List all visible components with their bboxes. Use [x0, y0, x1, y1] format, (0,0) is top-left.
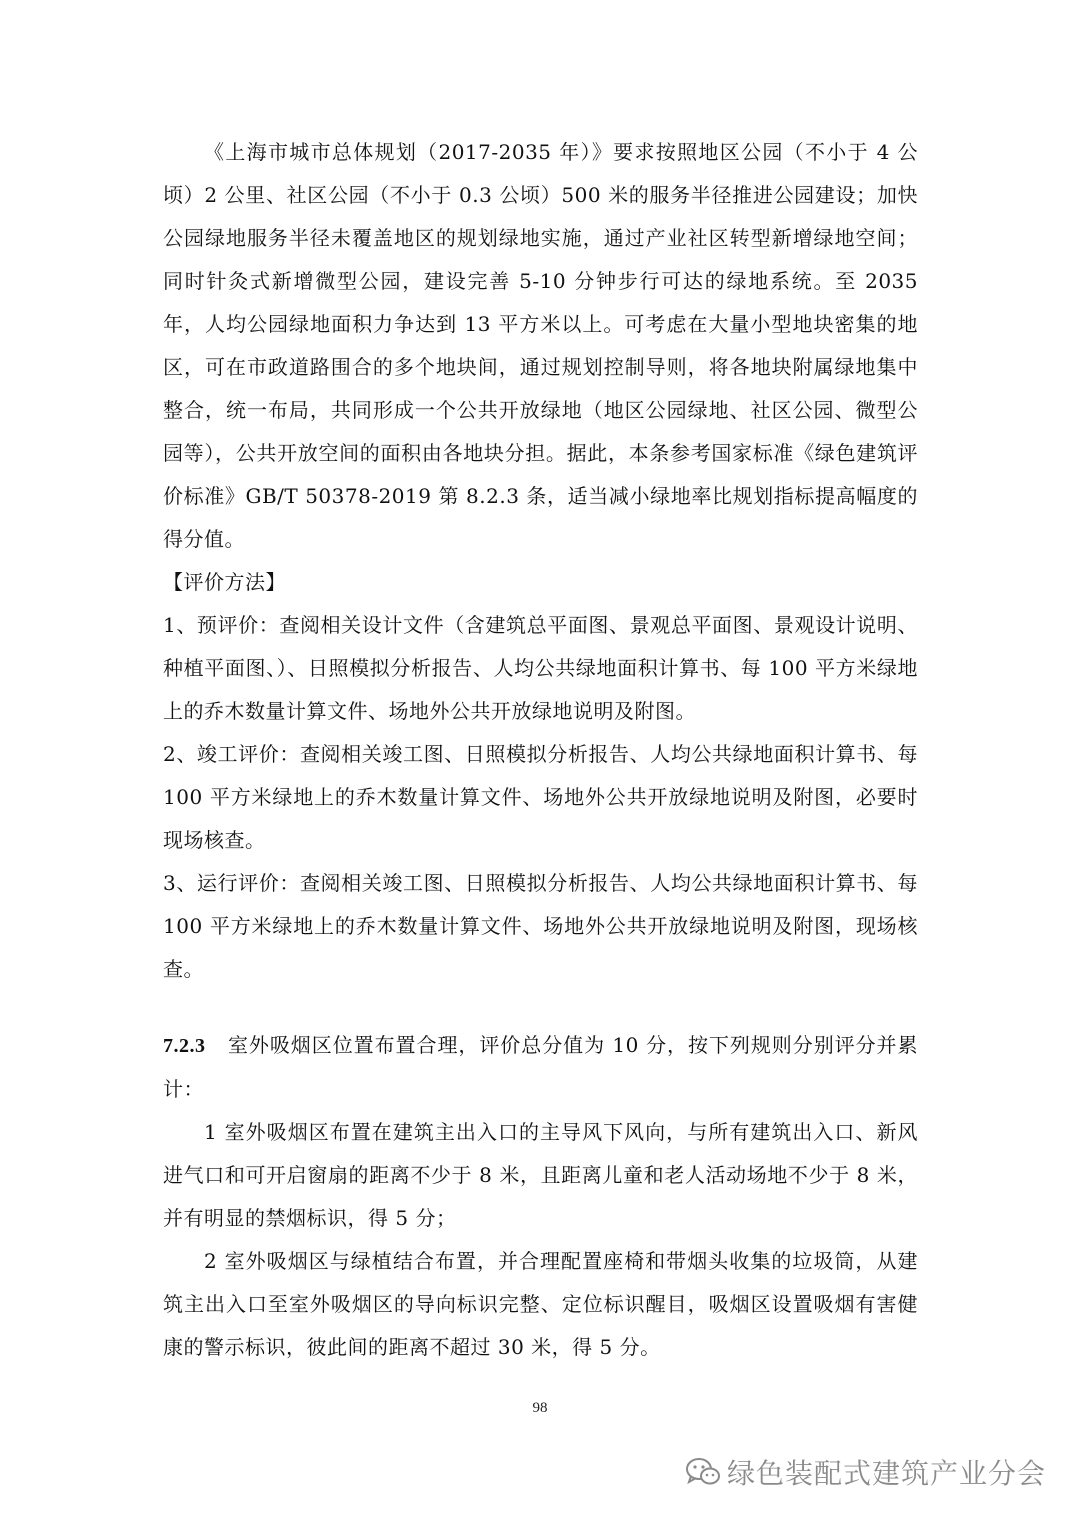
body-section-upper: [163, 131, 918, 991]
clause-number: 7.2.3: [163, 1035, 206, 1057]
watermark: [685, 1452, 1046, 1492]
page-number: 98: [532, 1400, 548, 1416]
method-item-operation-evaluation: 3、运行评价：查阅相关竣工图、日照模拟分析报告、人均公共绿地面积计算书、每 100 平方米绿地上的乔木数量计算文件、场地外公共开放绿地说明及附图，现场核查。: [163, 871, 918, 981]
intro-paragraph: 《上海市城市总体规划（2017-2035 年）》要求按照地区公园（不小于 4 公顷）2 公里、社区公园（不小于 0.3 公顷）500 米的服务半径推进公园建设；加快公园绿地服务半径未覆盖地区的规划绿地实施，通过产业社区转型新增绿地空间；同时针灸式新增微型公园，建设完善 5-10 分钟步行可达的绿地系统。至 2035 年，人均公园绿地面积力争达到 13 平方米以上。可考虑在大量小型地块密集的地区，可在市政道路围合的多个地块间，通过规划控制导则，将各地块附属绿地集中整合，统一布局，共同形成一个公共开放绿地（地区公园绿地、社区公园、微型公园等），公共开放空间的面积由各地块分担。据此，本条参考国家标准《绿色建筑评价标准》GB/T 50378-2019 第 8.2.3 条，适当减小绿地率比规划指标提高幅度的得分值。: [163, 140, 918, 551]
wechat-icon: [685, 1456, 721, 1488]
method-heading: 【评价方法】: [163, 570, 286, 594]
method-item-pre-evaluation: 1、预评价：查阅相关设计文件（含建筑总平面图、景观总平面图、景观设计说明、种植平面图、）、日照模拟分析报告、人均公共绿地面积计算书、每 100 平方米绿地上的乔木数量计算文件、场地外公共开放绿地说明及附图。: [163, 613, 918, 723]
clause-text: 室外吸烟区位置布置合理，评价总分值为 10 分，按下列规则分别评分并累计：: [163, 1033, 918, 1101]
body-section-lower: [163, 1024, 918, 1369]
clause-paragraph: [163, 1024, 918, 1111]
clause-rule-1: 1 室外吸烟区布置在建筑主出入口的主导风下风向，与所有建筑出入口、新风进气口和可开启窗扇的距离不少于 8 米，且距离儿童和老人活动场地不少于 8 米，并有明显的禁烟标识，得 5 分；: [163, 1120, 918, 1230]
method-item-completion-evaluation: 2、竣工评价：查阅相关竣工图、日照模拟分析报告、人均公共绿地面积计算书、每 100 平方米绿地上的乔木数量计算文件、场地外公共开放绿地说明及附图，必要时现场核查。: [163, 742, 918, 852]
watermark-text: 绿色装配式建筑产业分会: [726, 1457, 1046, 1490]
clause-rule-2: 2 室外吸烟区与绿植结合布置，并合理配置座椅和带烟头收集的垃圾筒，从建筑主出入口至室外吸烟区的导向标识完整、定位标识醒目，吸烟区设置吸烟有害健康的警示标识，彼此间的距离不超过 30 米，得 5 分。: [163, 1249, 918, 1359]
